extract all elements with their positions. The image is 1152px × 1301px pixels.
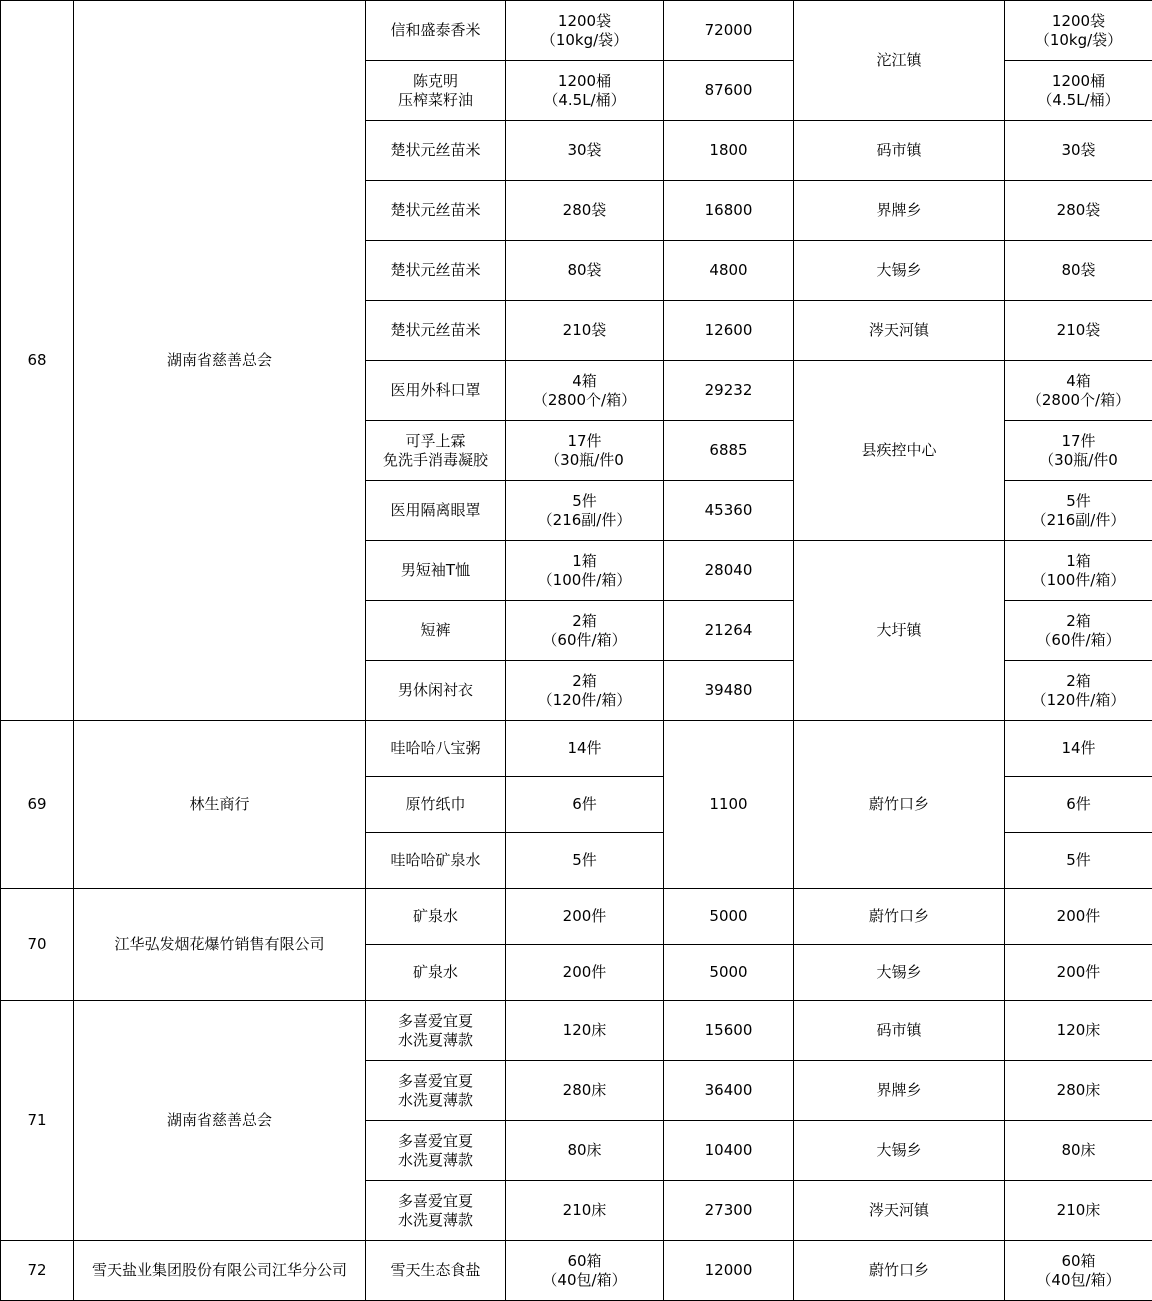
quantity-cell: 1200袋 （10kg/袋） [506, 1, 664, 61]
destination-cell: 码市镇 [794, 121, 1005, 181]
item-cell: 医用外科口罩 [366, 361, 506, 421]
item-cell: 男短袖T恤 [366, 541, 506, 601]
received-cell: 80袋 [1005, 241, 1152, 301]
amount-cell: 5000 [664, 945, 794, 1001]
donor-cell: 湖南省慈善总会 [74, 1001, 366, 1241]
item-cell: 多喜爱宜夏 水洗夏薄款 [366, 1181, 506, 1241]
received-cell: 14件 [1005, 721, 1152, 777]
destination-cell: 沱江镇 [794, 1, 1005, 121]
item-cell: 多喜爱宜夏 水洗夏薄款 [366, 1121, 506, 1181]
item-cell: 楚状元丝苗米 [366, 241, 506, 301]
quantity-cell: 17件 （30瓶/件0 [506, 421, 664, 481]
amount-cell: 6885 [664, 421, 794, 481]
destination-cell: 大圩镇 [794, 541, 1005, 721]
item-cell: 楚状元丝苗米 [366, 181, 506, 241]
item-cell: 信和盛泰香米 [366, 1, 506, 61]
quantity-cell: 5件 [506, 833, 664, 889]
item-cell: 多喜爱宜夏 水洗夏薄款 [366, 1061, 506, 1121]
serial-number-cell: 68 [1, 1, 74, 721]
received-cell: 280袋 [1005, 181, 1152, 241]
item-cell: 多喜爱宜夏 水洗夏薄款 [366, 1001, 506, 1061]
quantity-cell: 200件 [506, 945, 664, 1001]
received-cell: 4箱 （2800个/箱） [1005, 361, 1152, 421]
quantity-cell: 4箱 （2800个/箱） [506, 361, 664, 421]
donor-cell: 雪天盐业集团股份有限公司江华分公司 [74, 1241, 366, 1301]
item-cell: 男休闲衬衣 [366, 661, 506, 721]
received-cell: 200件 [1005, 945, 1152, 1001]
item-cell: 短裤 [366, 601, 506, 661]
item-cell: 医用隔离眼罩 [366, 481, 506, 541]
quantity-cell: 210床 [506, 1181, 664, 1241]
quantity-cell: 2箱 （120件/箱） [506, 661, 664, 721]
item-cell: 可孚上霖 免洗手消毒凝胶 [366, 421, 506, 481]
received-cell: 210袋 [1005, 301, 1152, 361]
destination-cell: 大锡乡 [794, 1121, 1005, 1181]
received-cell: 5件 [1005, 833, 1152, 889]
table-row [1, 1001, 1152, 1061]
table-row [1, 721, 1152, 777]
quantity-cell: 1箱 （100件/箱） [506, 541, 664, 601]
amount-cell: 12600 [664, 301, 794, 361]
amount-cell: 45360 [664, 481, 794, 541]
quantity-cell: 14件 [506, 721, 664, 777]
received-cell: 200件 [1005, 889, 1152, 945]
item-cell: 哇哈哈矿泉水 [366, 833, 506, 889]
amount-cell: 28040 [664, 541, 794, 601]
amount-cell: 36400 [664, 1061, 794, 1121]
received-cell: 17件 （30瓶/件0 [1005, 421, 1152, 481]
amount-cell: 87600 [664, 61, 794, 121]
table-row [1, 1241, 1152, 1301]
donor-cell: 江华弘发烟花爆竹销售有限公司 [74, 889, 366, 1001]
received-cell: 80床 [1005, 1121, 1152, 1181]
quantity-cell: 80袋 [506, 241, 664, 301]
amount-cell: 4800 [664, 241, 794, 301]
item-cell: 矿泉水 [366, 889, 506, 945]
quantity-cell: 280床 [506, 1061, 664, 1121]
destination-cell: 界牌乡 [794, 181, 1005, 241]
amount-cell: 1800 [664, 121, 794, 181]
destination-cell: 界牌乡 [794, 1061, 1005, 1121]
amount-cell: 39480 [664, 661, 794, 721]
item-cell: 哇哈哈八宝粥 [366, 721, 506, 777]
received-cell: 280床 [1005, 1061, 1152, 1121]
quantity-cell: 80床 [506, 1121, 664, 1181]
amount-cell: 15600 [664, 1001, 794, 1061]
received-cell: 1箱 （100件/箱） [1005, 541, 1152, 601]
amount-cell: 72000 [664, 1, 794, 61]
serial-number-cell: 70 [1, 889, 74, 1001]
item-cell: 楚状元丝苗米 [366, 121, 506, 181]
amount-cell: 21264 [664, 601, 794, 661]
destination-cell: 蔚竹口乡 [794, 889, 1005, 945]
received-cell: 6件 [1005, 777, 1152, 833]
item-cell: 陈克明 压榨菜籽油 [366, 61, 506, 121]
item-cell: 矿泉水 [366, 945, 506, 1001]
serial-number-cell: 71 [1, 1001, 74, 1241]
donor-cell: 湖南省慈善总会 [74, 1, 366, 721]
destination-cell: 蔚竹口乡 [794, 1241, 1005, 1301]
destination-cell: 蔚竹口乡 [794, 721, 1005, 889]
received-cell: 1200桶 （4.5L/桶） [1005, 61, 1152, 121]
received-cell: 120床 [1005, 1001, 1152, 1061]
destination-cell: 大锡乡 [794, 945, 1005, 1001]
amount-cell: 1100 [664, 721, 794, 889]
item-cell: 楚状元丝苗米 [366, 301, 506, 361]
quantity-cell: 30袋 [506, 121, 664, 181]
received-cell: 2箱 （120件/箱） [1005, 661, 1152, 721]
quantity-cell: 280袋 [506, 181, 664, 241]
amount-cell: 29232 [664, 361, 794, 421]
destination-cell: 大锡乡 [794, 241, 1005, 301]
received-cell: 1200袋 （10kg/袋） [1005, 1, 1152, 61]
donor-cell: 林生商行 [74, 721, 366, 889]
item-cell: 雪天生态食盐 [366, 1241, 506, 1301]
amount-cell: 12000 [664, 1241, 794, 1301]
quantity-cell: 120床 [506, 1001, 664, 1061]
amount-cell: 5000 [664, 889, 794, 945]
received-cell: 5件 （216副/件） [1005, 481, 1152, 541]
quantity-cell: 60箱 （40包/箱） [506, 1241, 664, 1301]
received-cell: 210床 [1005, 1181, 1152, 1241]
destination-cell: 涔天河镇 [794, 1181, 1005, 1241]
quantity-cell: 5件 （216副/件） [506, 481, 664, 541]
item-cell: 原竹纸巾 [366, 777, 506, 833]
amount-cell: 16800 [664, 181, 794, 241]
received-cell: 60箱 （40包/箱） [1005, 1241, 1152, 1301]
quantity-cell: 200件 [506, 889, 664, 945]
quantity-cell: 210袋 [506, 301, 664, 361]
amount-cell: 27300 [664, 1181, 794, 1241]
destination-cell: 码市镇 [794, 1001, 1005, 1061]
serial-number-cell: 72 [1, 1241, 74, 1301]
amount-cell: 10400 [664, 1121, 794, 1181]
received-cell: 2箱 （60件/箱） [1005, 601, 1152, 661]
quantity-cell: 1200桶 （4.5L/桶） [506, 61, 664, 121]
destination-cell: 涔天河镇 [794, 301, 1005, 361]
serial-number-cell: 69 [1, 721, 74, 889]
quantity-cell: 6件 [506, 777, 664, 833]
table-row [1, 1, 1152, 61]
table-row [1, 889, 1152, 945]
destination-cell: 县疾控中心 [794, 361, 1005, 541]
quantity-cell: 2箱 （60件/箱） [506, 601, 664, 661]
received-cell: 30袋 [1005, 121, 1152, 181]
